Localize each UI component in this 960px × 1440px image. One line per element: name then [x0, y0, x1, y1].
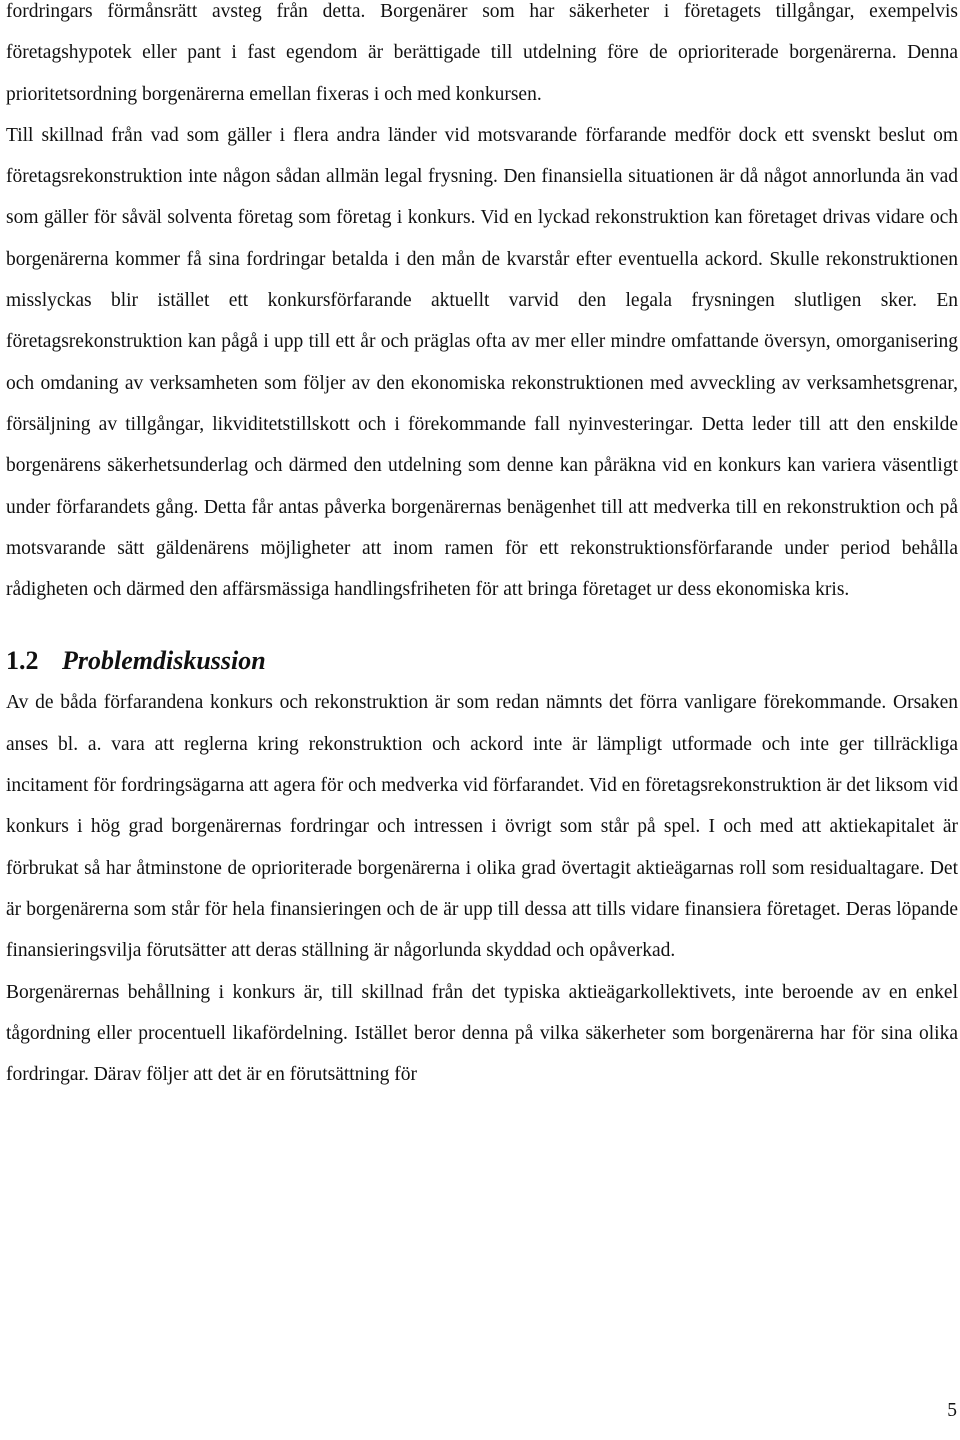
document-page	[6, 0, 958, 1095]
paragraph-creditor-holdings: Borgenärernas behållning i konkurs är, till skillnad från det typiska aktieägarkollektivets, inte beroende av en enkel tågordning eller procentuell likafördelning. Istället beror denna på vilka säkerheter som borgenärerna har för sina olika fordringar. Därav följer att det är en förutsättning för	[6, 981, 958, 1086]
page-number: 5	[947, 1400, 957, 1421]
section-number: 1.2	[6, 646, 39, 676]
paragraph-priority-order: fordringars förmånsrätt avsteg från detta. Borgenärer som har säkerheter i företagets tillgångar, exempelvis företagshypotek eller pant i fast egendom är berättigade till utdelning före de oprioriterade borgenärerna. Denna prioritetsordning borgenärerna emellan fixeras i och med konkursen.	[6, 1, 958, 105]
paragraph-reconstruction-difference: Till skillnad från vad som gäller i flera andra länder vid motsvarande förfarande medför dock ett svenskt beslut om företagsrekonstruktion inte någon sådan allmän legal frysning. Den finansiella situationen är då något annorlunda än vad som gäller för såväl solventa företag som företag i konkurs. Vid en lyckad rekonstruktion kan företaget drivas vidare och borgenärerna kommer få sina fordringar betalda i den mån de kvarstår efter eventuella ackord. Skulle rekonstruktionen misslyckas blir istället ett konkursförfarande aktuellt varvid den legala frysningen slutligen sker. En företagsrekonstruktion kan pågå i upp till ett år och präglas ofta av mer eller mindre omfattande översyn, omorganisering och omdaning av verksamheten som följer av den ekonomiska rekonstruktionen med avveckling av verksamhetsgrenar, försäljning av tillgångar, likviditetstillskott och i förekommande fall nyinvesteringar. Detta leder till att den enskilde borgenärens säkerhetsunderlag och därmed den utdelning som denne kan påräkna vid en konkurs kan variera väsentligt under förfarandets gång. Detta får antas påverka borgenärernas benägenhet till att medverka till en rekonstruktion och på motsvarande sätt gäldenärens möjligheter att inom ramen för ett rekonstruktionsförfarande under period behålla rådigheten och därmed den affärsmässiga handlingsfriheten för att bringa företaget ur dess ekonomiska kris.	[6, 124, 958, 601]
section-heading	[6, 640, 958, 682]
section-title: Problemdiskussion	[62, 646, 266, 676]
paragraph-problem-discussion: Av de båda förfarandena konkurs och rekonstruktion är som redan nämnts det förra vanligare förekommande. Orsaken anses bl. a. vara att reglerna kring rekonstruktion och ackord inte är lämpligt utformade och inte ger tillräckliga incitament för fordringsägarna att agera för och medverka vid förfarandet. Vid en företagsrekonstruktion är det liksom vid konkurs i hög grad borgenärernas fordringar och intressen i övrigt som står på spel. I och med att aktiekapitalet är förbrukat så har åtminstone de oprioriterade borgenärerna i olika grad övertagit aktieägarnas roll som residualtagare. Det är borgenärerna som står för hela finansieringen och de är upp till dessa att tills vidare finansiera företaget. Deras löpande finansieringsvilja förutsätter att deras ställning är någorlunda skyddad och opåverkad.	[6, 692, 959, 962]
